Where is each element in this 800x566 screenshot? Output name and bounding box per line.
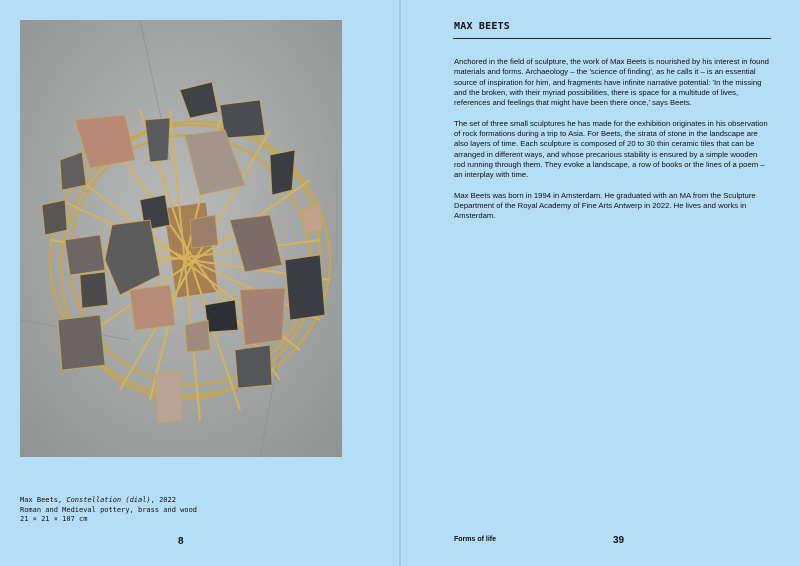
- page-number-right: 39: [613, 535, 625, 546]
- running-footer-title: Forms of life: [454, 536, 497, 543]
- article-body: [454, 57, 770, 232]
- caption-artist: Max Beets,: [20, 496, 67, 504]
- body-paragraph: Max Beets was born in 1994 in Amsterdam. He graduated with an MA from the Sculpture Department of the Royal Academy of Fine Arts Antwerp in 2022. He lives and works in Amsterdam.: [454, 190, 756, 221]
- caption-line-title: [20, 496, 350, 506]
- sculpture-photo: [20, 20, 342, 457]
- right-page: [401, 0, 800, 566]
- photo-caption: [20, 496, 350, 525]
- body-paragraph: Anchored in the field of sculpture, the work of Max Beets is nourished by his interest in found materials and forms. Archaeology – the 'science of finding', as he calls it – is an essential source of inspiration for him, and fragments have infinite narrative potential: 'In the missing and the broken, with their myriad possibilities, there is space for a multitude of lives, references and feelings that might have been there once,' says Beets.: [454, 57, 769, 108]
- sculpture-image: [20, 20, 342, 457]
- caption-materials: Roman and Medieval pottery, brass and wood: [20, 505, 198, 514]
- caption-dimensions: 21 × 21 × 107 cm: [20, 515, 88, 523]
- caption-work-title: Constellation (dial): [66, 496, 151, 504]
- heading-rule: [453, 38, 771, 39]
- page-number-left: 8: [178, 536, 184, 547]
- article-heading: MAX BEETS: [454, 21, 510, 32]
- body-paragraph: The set of three small sculptures he has made for the exhibition originates in his observation of rock formations during a trip to Asia. For Beets, the strata of stone in the landscape are also layers of time. Each sculpture is composed of 20 to 30 thin ceramic tiles that can be arranged in different ways, and whose precarious stability is ensured by a simple wooden rod running through them. They evoke a landscape, a row of books or the lines of a poem – an interplay with time.: [454, 118, 768, 180]
- caption-year: , 2022: [150, 496, 176, 504]
